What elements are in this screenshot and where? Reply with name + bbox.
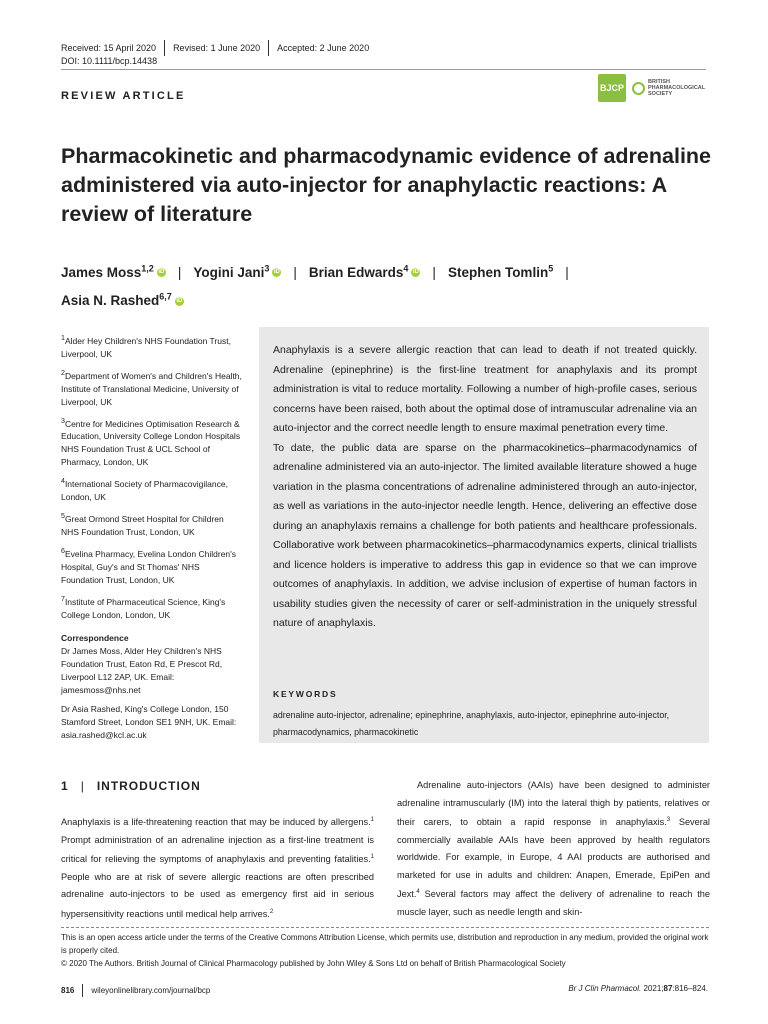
citation-link[interactable]: 3 bbox=[666, 817, 671, 823]
citation: Br J Clin Pharmacol. 2021;87:816–824. bbox=[568, 984, 708, 993]
page-number: 816 bbox=[61, 986, 75, 995]
page-footer bbox=[61, 984, 210, 997]
affiliation: $^2$Department of Women's and Children's Health, Institute of Translational Medicine, University of Liverpool, UK bbox=[61, 368, 242, 407]
author[interactable]: Brian Edwards$^4$ bbox=[308, 263, 409, 280]
correspondence-address: Dr James Moss, Alder Hey Children's NHS Foundation Trust, Eaton Rd, E Prescot Rd, Liverpool L12 2AP, UK. Email: jamesmoss@nhs.net bbox=[61, 645, 223, 695]
citation-link[interactable]: 4 bbox=[416, 889, 420, 896]
orcid-icon[interactable]: iD bbox=[412, 269, 419, 276]
journal-logo bbox=[598, 74, 705, 102]
correspondence-heading: Correspondence bbox=[61, 632, 129, 643]
affiliation: $^6$Evelina Pharmacy, Evelina London Children's Hospital, Guy's and St Thomas' NHS Foundation Trust, London, UK bbox=[61, 547, 237, 585]
copyright-text: © 2020 The Authors. British Journal of Clinical Pharmacology published by John Wiley & Sons Ltd on behalf of British Pharmacological Society bbox=[61, 959, 566, 968]
article-type: REVIEW ARTICLE bbox=[61, 90, 186, 102]
article-title: Pharmacokinetic and pharmacodynamic evidence of adrenaline administered via auto-injector for anaphylactic reactions: A review of literature bbox=[61, 144, 712, 226]
abstract-text bbox=[273, 341, 697, 634]
citation-link[interactable]: 2 bbox=[269, 908, 274, 915]
received-date: Received: 15 April 2020 bbox=[61, 43, 157, 53]
citation-link[interactable]: 1 bbox=[370, 854, 374, 861]
author-list: James Moss$^{1,2}$ iD | Yogini Jani$^3$ iD | Brian Edwards$^4$ iD | Stephen Tomlin$^5$ | Asia N. Rashed$^{6,7}$ iD bbox=[61, 263, 569, 308]
orcid-icon[interactable]: iD bbox=[176, 297, 183, 304]
keywords-list: adrenaline auto-injector, adrenaline; epinephrine, anaphylaxis, auto-injector, epinephrine auto-injector, pharmacodynamics, pharmacokinetic bbox=[273, 710, 670, 737]
bps-logo bbox=[632, 79, 705, 97]
author[interactable]: Asia N. Rashed$^{6,7}$ bbox=[61, 291, 172, 308]
affiliation: $^5$Great Ormond Street Hospital for Children NHS Foundation Trust, London, UK bbox=[61, 512, 224, 538]
divider bbox=[164, 40, 165, 56]
affiliation: $^3$Centre for Medicines Optimisation Research & Education, University College London Hospitals NHS Foundation Trust & UCL School of Pharmacy, London, UK bbox=[61, 416, 241, 468]
license-text: This is an open access article under the terms of the Creative Commons Attribution License, which permits use, distribution and reproduction in any medium, provided the original work is properly cited. bbox=[61, 933, 709, 955]
author[interactable]: James Moss$^{1,2}$ bbox=[61, 263, 154, 280]
affiliation: $^7$Institute of Pharmaceutical Science, King's College London, London, UK bbox=[61, 594, 226, 620]
footnote-divider bbox=[61, 927, 709, 928]
orcid-icon[interactable]: iD bbox=[158, 269, 165, 276]
orcid-icon[interactable]: iD bbox=[273, 269, 280, 276]
accepted-date: Accepted: 2 June 2020 bbox=[277, 43, 370, 53]
affiliation: $^1$Alder Hey Children's NHS Foundation Trust, Liverpool, UK bbox=[61, 334, 231, 359]
bps-logo-icon bbox=[632, 82, 645, 95]
history-dates bbox=[61, 40, 369, 56]
license-note bbox=[61, 931, 711, 970]
divider bbox=[82, 984, 83, 997]
abstract-box bbox=[259, 327, 709, 743]
section-heading: 1 | INTRODUCTION bbox=[61, 779, 201, 793]
affiliations bbox=[61, 332, 243, 748]
body-column-left: Anaphylaxis is a life-threatening reaction that may be induced by allergens.$^1$ Prompt administration of an adrenaline injection as a first-line treatment is critical for relieving the symptoms of anaphylaxis and preventing fatalities.$^1$ People who are at risk of severe allergic reactions are often prescribed adrenaline auto-injectors to be used as emergency first aid in serious hypersensitivity reactions until medical help arrives.$^2$ bbox=[61, 817, 374, 919]
bps-logo-text: BRITISH PHARMACOLOGICAL SOCIETY bbox=[648, 79, 706, 97]
correspondence-address: Dr Asia Rashed, King's College London, 150 Stamford Street, London SE1 9NH, UK. Email: asia.rashed@kcl.ac.uk bbox=[61, 703, 237, 740]
bjcp-logo: BJCP bbox=[598, 74, 626, 102]
body-column-right: Adrenaline auto-injectors (AAIs) have been designed to administer adrenaline intramuscularly (IM) into the lateral thigh by patients, relatives or their carers, to obtain a rapid response in anaphylaxis.$^3$ Several commercially available AAIs have been approved by health regulators worldwide. For example, in Europe, 4 AAI products are authorised and marketed for use in adults and children: Anapen, Emerade, EpiPen and Jext.$^4$ Several factors may affect the delivery of adrenaline to reach the muscle layer, such as needle length and skin- bbox=[397, 780, 710, 917]
revised-date: Revised: 1 June 2020 bbox=[173, 43, 261, 53]
citation-link[interactable]: 1 bbox=[370, 817, 374, 823]
author[interactable]: Yogini Jani$^3$ bbox=[193, 263, 270, 280]
divider bbox=[268, 40, 269, 56]
affiliation: $^4$International Society of Pharmacovigilance, London, UK bbox=[61, 477, 228, 503]
doi-link[interactable]: DOI: 10.1111/bcp.14438 bbox=[61, 56, 158, 66]
journal-url[interactable]: wileyonlinelibrary.com/journal/bcp bbox=[91, 986, 211, 995]
header-rule bbox=[61, 69, 706, 70]
abstract-paragraph: To date, the public data are sparse on the pharmacokinetics–pharmacodynamics of adrenaline administered via an auto-injector. The limited available literature showed a huge variation in the plasma concentrations of adrenaline administered through an auto-injector, as well as variations in the auto-injector needle length. Hence, delivering an effective dose during an anaphylaxis remains a challenge for both patients and healthcare professionals. Collaborative work between pharmacokinetics–pharmacodynamics experts, clinical triallists and licence holders is imperative to address this gap in evidence so that we can improve outcomes of anaphylaxis. In addition, we advise inclusion of expertise of human factors in usability studies given the necessity of carer or self-administration in the uniquely stressful nature of anaphylaxis. bbox=[273, 441, 697, 629]
abstract-paragraph: Anaphylaxis is a severe allergic reaction that can lead to death if not treated quickly. Adrenaline (epinephrine) is the first-line treatment for anaphylaxis and its prompt administration is vital to reduce mortality. Following a number of high-profile cases, serious concerns have been raised, both about the optimal dose of intramuscular adrenaline via an auto-injector and the correct needle length to ensure maximal penetration every time. bbox=[273, 344, 697, 434]
keywords-heading: KEYWORDS bbox=[273, 689, 338, 699]
author[interactable]: Stephen Tomlin$^5$ bbox=[447, 263, 554, 280]
